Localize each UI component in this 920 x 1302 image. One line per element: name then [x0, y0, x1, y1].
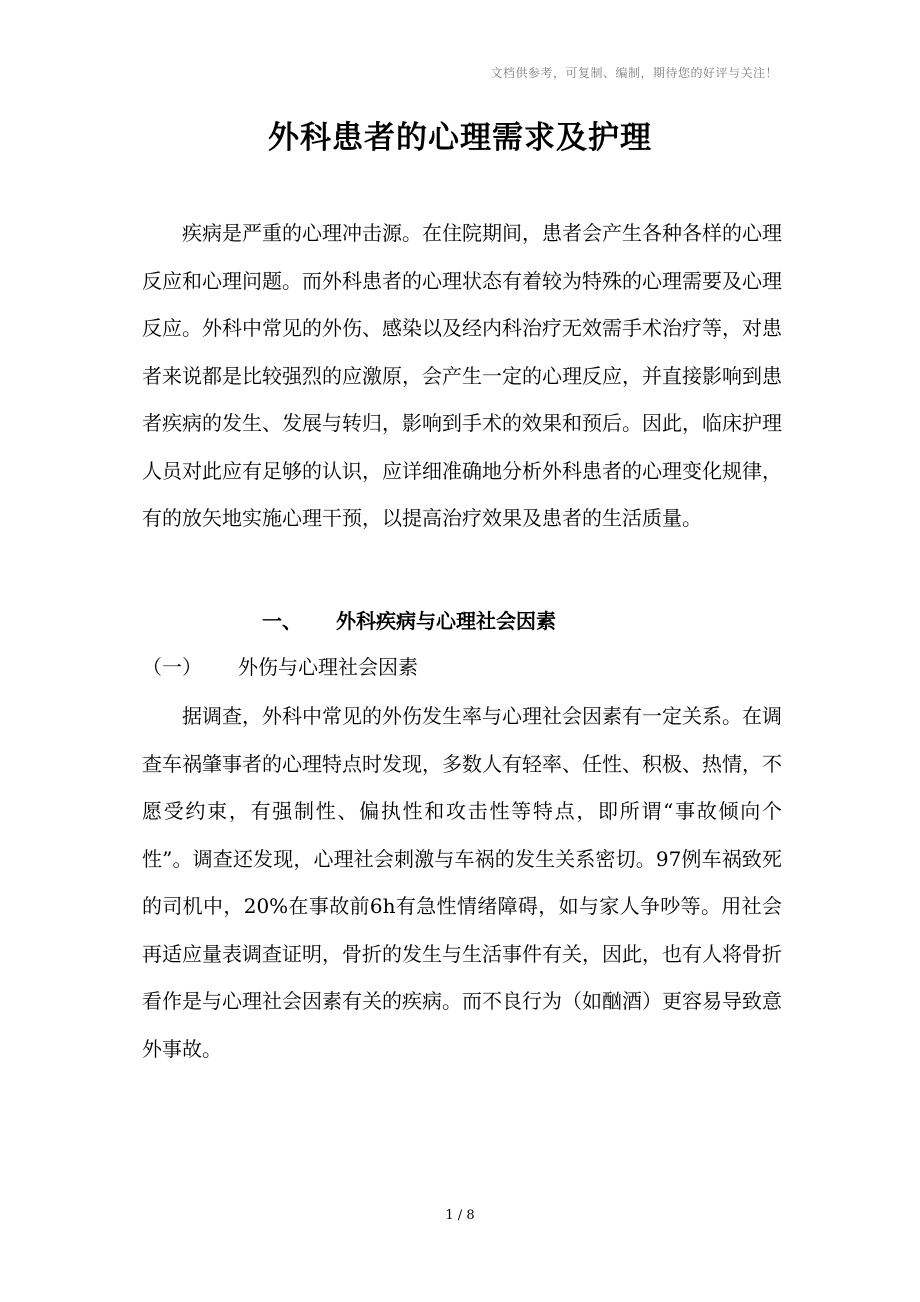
header-note: 文档供参考，可复制、编制，期待您的好评与关注！: [490, 66, 778, 80]
subsection-heading: [142, 651, 418, 680]
subsection-title: 外伤与心理社会因素: [238, 655, 418, 679]
intro-paragraph: 疾病是严重的心理冲击源。在住院期间，患者会产生各种各样的心理反应和心理问题。而外科患者的心理状态有着较为特殊的心理需要及心理反应。外科中常见的外伤、感染以及经内科治疗无效需手术治疗等，对患者来说都是比较强烈的应激原，会产生一定的心理反应，并直接影响到患者疾病的发生、发展与转归，影响到手术的效果和预后。因此，临床护理人员对此应有足够的认识，应详细准确地分析外科患者的心理变化规律，有的放矢地实施心理干预，以提高治疗效果及患者的生活质量。: [142, 221, 782, 530]
body-paragraph: 据调查，外科中常见的外伤发生率与心理社会因素有一定关系。在调查车祸肇事者的心理特点时发现，多数人有轻率、任性、积极、热情，不愿受约束，有强制性、偏执性和攻击性等特点，即所谓“事故倾向个性”。调查还发现，心理社会刺激与车祸的发生关系密切。97例车祸致死的司机中，20%在事故前6h有急性情绪障碍，如与家人争吵等。用社会再适应量表调查证明，骨折的发生与生活事件有关，因此，也有人将骨折看作是与心理社会因素有关的疾病。而不良行为（如酗酒）更容易导致意外事故。: [142, 704, 782, 1061]
section-heading: [262, 605, 556, 634]
section-number: 一、: [262, 609, 302, 633]
document-title: 外科患者的心理需求及护理: [268, 120, 652, 156]
page-number: 1 / 8: [445, 1208, 475, 1223]
section-title: 外科疾病与心理社会因素: [336, 609, 556, 633]
subsection-number: （一）: [142, 655, 202, 679]
